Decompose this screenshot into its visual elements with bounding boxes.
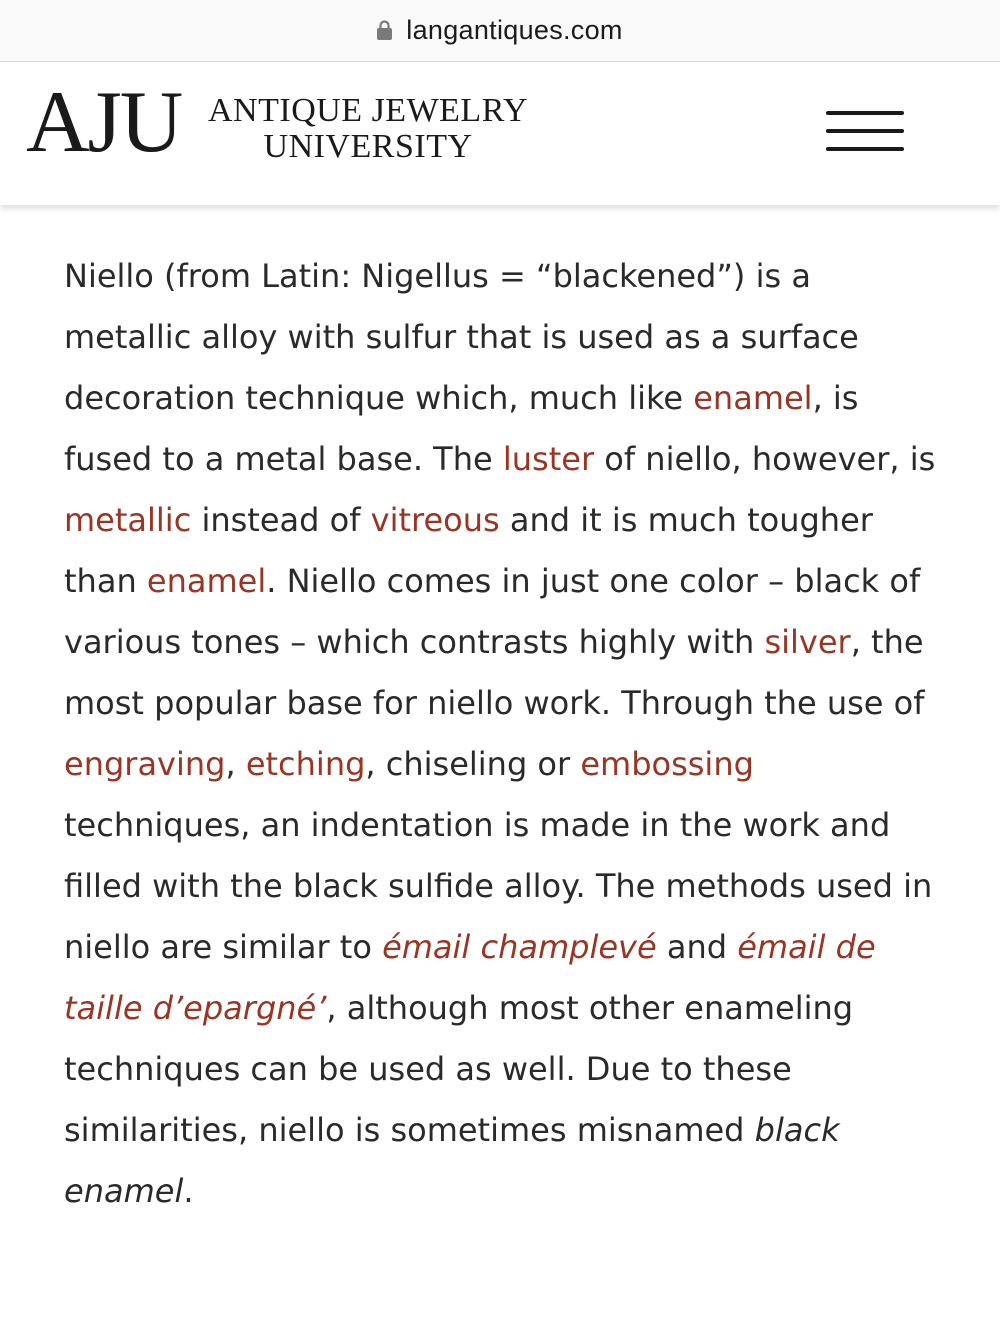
link-enamel[interactable]: enamel <box>693 379 813 417</box>
text-segment: , although most other enameling techniques can be used as well. Due to these similarities, niello is sometimes misnamed <box>64 989 854 1149</box>
link-engraving[interactable]: engraving <box>64 745 226 783</box>
menu-bar-top <box>826 111 904 115</box>
article-body <box>64 246 944 1222</box>
text-segment: and it is much tougher than <box>64 501 873 600</box>
article-paragraph <box>64 246 944 1222</box>
text-segment: , the most popular base for niello work. Through the use of <box>64 623 925 722</box>
text-segment: , is fused to a metal base. The <box>64 379 859 478</box>
text-segment: of niello, however, is <box>594 440 936 478</box>
text-segment: Niello (from Latin: Nigellus = “blackened”) is a metallic alloy with sulfur that is used as a surface decoration technique which, much like <box>64 257 859 417</box>
link-etching[interactable]: etching <box>245 745 366 783</box>
site-header <box>0 63 1000 205</box>
menu-bar-middle <box>826 129 904 133</box>
logo-text <box>208 93 528 165</box>
logo-line-2: UNIVERSITY <box>263 128 473 165</box>
link-email-champleve[interactable] <box>382 928 657 966</box>
link-vitreous[interactable]: vitreous <box>370 501 500 539</box>
emphasis-black-enamel: black enamel <box>64 1111 840 1210</box>
link-luster[interactable]: luster <box>502 440 595 478</box>
url-domain[interactable]: langantiques.com <box>406 15 623 45</box>
logo-mark: AJU <box>26 74 182 171</box>
link-silver[interactable]: silver <box>764 623 851 661</box>
logo-line-1: ANTIQUE JEWELRY <box>208 92 529 129</box>
hamburger-menu-icon[interactable] <box>826 109 904 153</box>
text-segment: instead of <box>191 501 371 539</box>
link-embossing[interactable]: embossing <box>580 745 754 783</box>
link-email-de-taille-text: émail de taille d’epargné’ <box>64 928 876 1027</box>
link-metallic[interactable]: metallic <box>64 501 192 539</box>
text-segment: , <box>225 745 246 783</box>
text-segment: . <box>183 1172 194 1210</box>
text-segment: . Niello comes in just one color – black of various tones – which contrasts highly with <box>64 562 921 661</box>
text-segment: techniques, an indentation is made in the work and filled with the black sulfide alloy. The methods used in niello are similar to <box>64 806 933 966</box>
text-segment: and <box>656 928 738 966</box>
lock-icon <box>377 20 392 40</box>
text-segment: , chiseling or <box>365 745 581 783</box>
link-enamel-2[interactable]: enamel <box>146 562 267 600</box>
menu-bar-bottom <box>826 147 904 151</box>
link-email-champleve-text: émail champlevé <box>382 928 657 966</box>
browser-url-bar[interactable] <box>0 0 1000 62</box>
